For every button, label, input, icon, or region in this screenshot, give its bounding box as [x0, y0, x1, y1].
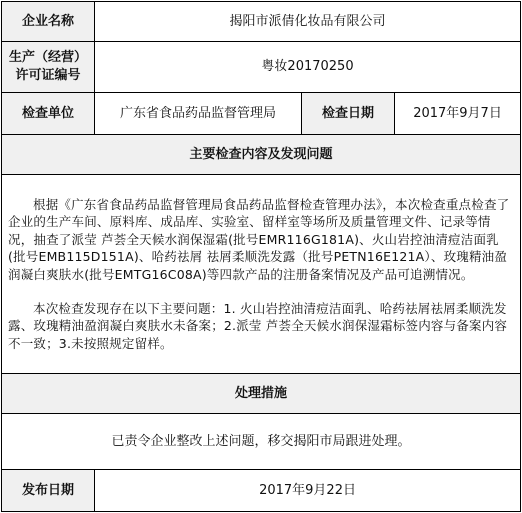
license-label-line1: 生产（经营）: [8, 50, 87, 66]
inspection-unit-value: 广东省食品药品监督管理局: [95, 93, 302, 135]
company-name-value: 揭阳市派倩化妆品有限公司: [95, 2, 521, 42]
license-number-value: 粤妆20170250: [95, 42, 521, 93]
findings-body: [2, 175, 521, 374]
findings-paragraph-issues: 本次检查发现存在以下主要问题：1. 火山岩控油清痘洁面乳、哈药祛屑祛屑柔顺洗发露、玫瑰精油盈润凝白爽肤水未备案；2.派莹 芦荟全天候水润保湿霜标签内容与备案内容不一致；3.未按照规定留样。: [8, 300, 508, 351]
inspection-record-table: [1, 1, 521, 512]
measures-text: 已责令企业整改上述问题，移交揭阳市局跟进处理。: [2, 414, 521, 470]
company-name-label: 企业名称: [2, 2, 95, 42]
inspection-date-value: 2017年9月7日: [395, 93, 521, 135]
inspection-unit-label: 检查单位: [2, 93, 95, 135]
license-label-line2: 许可证编号: [15, 68, 81, 83]
publish-date-value: 2017年9月22日: [95, 470, 521, 512]
publish-date-label: 发布日期: [2, 470, 95, 512]
measures-heading: 处理措施: [2, 374, 521, 414]
license-number-label: [2, 42, 95, 93]
inspection-date-label: 检查日期: [302, 93, 395, 135]
findings-paragraph-scope: 根据《广东省食品药品监督管理局食品药品监督检查管理办法》，本次检查重点检查了企业的生产车间、原料库、成品库、实验室、留样室等场所及质量管理文件、记录等情况，抽查了派莹 芦荟全天候水润保湿霜(批号EMR116G181A)、火山岩控油清痘洁面乳(批号EMB115D151A)、哈药祛屑 祛屑柔顺洗发露（批号PETN16E121A）、玫瑰精油盈润凝白爽肤水(批号EMTG16C08A)等四款产品的注册备案情况及产品可追溯情况。: [8, 196, 510, 282]
findings-heading: 主要检查内容及发现问题: [2, 135, 521, 175]
